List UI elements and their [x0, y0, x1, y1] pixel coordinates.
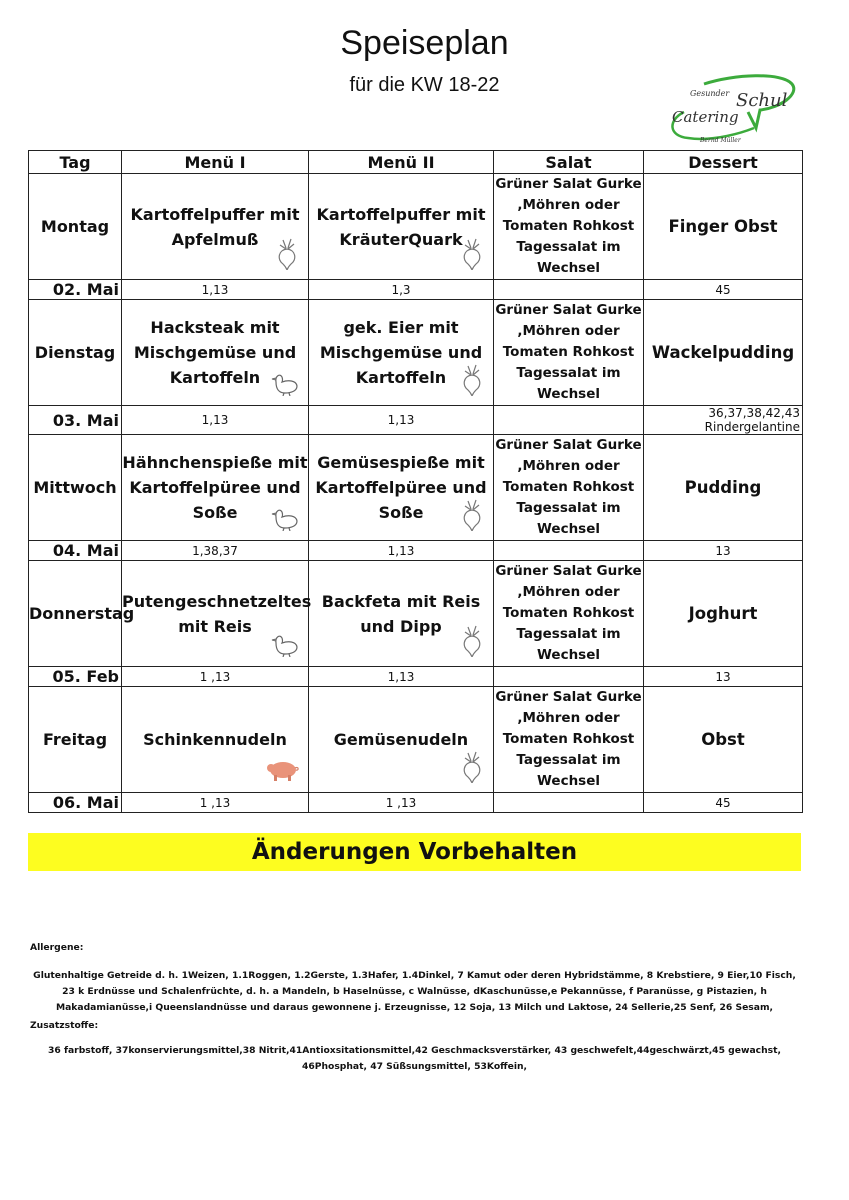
day-name: Dienstag [29, 300, 122, 406]
menu2-cell [309, 561, 494, 667]
dessert-allergens: 13 [644, 667, 803, 687]
header-menu2: Menü II [309, 151, 494, 174]
day-row [29, 435, 803, 541]
day-name: Mittwoch [29, 435, 122, 541]
dessert-allergens: 36,37,38,42,43 Rindergelantine [644, 406, 803, 435]
salad-allergens [494, 406, 644, 435]
page-subtitle: für die KW 18-22 [349, 74, 500, 96]
menu2-cell [309, 687, 494, 793]
menu2-dish: Backfeta mit Reis und Dipp [321, 591, 481, 636]
menu2-cell [309, 435, 494, 541]
logo-word-schul: Schul [736, 90, 788, 111]
date-row [29, 541, 803, 561]
day-name: Freitag [29, 687, 122, 793]
changes-banner: Änderungen Vorbehalten [28, 833, 801, 871]
menu1-allergens: 1,38,37 [122, 541, 309, 561]
header-menu1: Menü I [122, 151, 309, 174]
menu1-dish: Schinkennudeln [143, 730, 287, 749]
day-date: 06. Mai [29, 793, 122, 813]
radish-icon [459, 623, 485, 664]
day-row [29, 561, 803, 667]
menu2-allergens: 1,13 [309, 667, 494, 687]
menu1-cell [122, 174, 309, 280]
salad-allergens [494, 793, 644, 813]
salad-cell: Grüner Salat Gurke ,Möhren oder Tomaten Rohkost Tagessalat im Wechsel [494, 300, 644, 406]
day-date: 03. Mai [29, 406, 122, 435]
day-date: 05. Feb [29, 667, 122, 687]
menu2-cell [309, 174, 494, 280]
chicken-icon [270, 631, 300, 664]
header-tag: Tag [29, 151, 122, 174]
menu1-dish: Hähnchenspieße mit Kartoffelpüree und Soße [122, 453, 308, 522]
menu2-cell [309, 300, 494, 406]
chicken-icon [270, 505, 300, 538]
menu-table [28, 150, 803, 813]
menu2-dish: Kartoffelpuffer mit KräuterQuark [316, 204, 486, 249]
menu2-dish: Gemüsespieße mit Kartoffelpüree und Soße [315, 453, 487, 522]
salad-allergens [494, 541, 644, 561]
menu1-cell [122, 300, 309, 406]
menu1-allergens: 1,13 [122, 280, 309, 300]
day-name: Donnerstag [29, 561, 122, 667]
dessert-allergens: 45 [644, 793, 803, 813]
allergene-text: Glutenhaltige Getreide d. h. 1Weizen, 1.1Roggen, 1.2Gerste, 1.3Hafer, 1.4Dinkel, 7 Kamut oder deren Hybridstämme, 8 Krebstiere, 9 Eier,10 Fisch, 23 k Erdnüsse und Schalenfrüchte, d. h. a Mandeln, b Haselnüsse, c Walnüsse, dKaschunüsse,e Pekannüsse, f Paranüsse, g Pistazien, h Makadamianüsse,i Queenslandnüsse und daraus gewonnene j. Erzeugnisse, 12 Soja, 13 Milch und Laktose, 24 Sellerie,25 Senf, 26 Sesam, [33, 970, 796, 1013]
menu1-cell [122, 435, 309, 541]
salad-cell: Grüner Salat Gurke ,Möhren oder Tomaten Rohkost Tagessalat im Wechsel [494, 174, 644, 280]
menu2-allergens: 1,3 [309, 280, 494, 300]
menu1-allergens: 1 ,13 [122, 667, 309, 687]
header-dessert: Dessert [644, 151, 803, 174]
day-row [29, 300, 803, 406]
dessert-allergens: 13 [644, 541, 803, 561]
day-row [29, 174, 803, 280]
zusatzstoffe-text: 36 farbstoff, 37konservierungsmittel,38 Nitrit,41Antioxsitationsmittel,42 Geschmacksverstärker, 43 geschwefelt,44geschwärzt,45 gewachst, 46Phosphat, 47 Süßsungsmittel, 53Koffein, [47, 1045, 782, 1072]
salad-cell: Grüner Salat Gurke ,Möhren oder Tomaten Rohkost Tagessalat im Wechsel [494, 687, 644, 793]
dessert-cell: Pudding [644, 435, 803, 541]
menu1-cell [122, 561, 312, 667]
dessert-cell: Obst [644, 687, 803, 793]
dessert-cell: Finger Obst [644, 174, 803, 280]
salad-cell: Grüner Salat Gurke ,Möhren oder Tomaten Rohkost Tagessalat im Wechsel [494, 561, 644, 667]
salad-allergens [494, 280, 644, 300]
menu1-dish: Putengeschnetzeltes mit Reis [122, 591, 312, 636]
chicken-icon [270, 370, 300, 403]
dessert-cell: Joghurt [644, 561, 803, 667]
menu1-allergens: 1 ,13 [122, 793, 309, 813]
date-row [29, 667, 803, 687]
page-title: Speiseplan [340, 24, 509, 62]
radish-icon [459, 236, 485, 277]
date-row [29, 280, 803, 300]
menu2-dish: Gemüsenudeln [333, 730, 469, 749]
salad-cell: Grüner Salat Gurke ,Möhren oder Tomaten Rohkost Tagessalat im Wechsel [494, 435, 644, 541]
logo-word-catering: Catering [672, 108, 739, 126]
pig-icon [266, 757, 300, 790]
radish-icon [459, 362, 485, 403]
day-name: Montag [29, 174, 122, 280]
menu1-dish: Kartoffelpuffer mit Apfelmuß [130, 204, 300, 249]
header-salat: Salat [494, 151, 644, 174]
dessert-cell: Wackelpudding [644, 300, 803, 406]
salad-allergens [494, 667, 644, 687]
radish-icon [459, 749, 485, 790]
allergene-title: Allergene: [30, 942, 84, 953]
menu1-dish: Hacksteak mit Mischgemüse und Kartoffeln [133, 318, 297, 387]
menu2-allergens: 1 ,13 [309, 793, 494, 813]
menu1-allergens: 1,13 [122, 406, 309, 435]
day-date: 02. Mai [29, 280, 122, 300]
radish-icon [459, 497, 485, 538]
zusatzstoffe-title: Zusatzstoffe: [30, 1020, 99, 1031]
date-row [29, 793, 803, 813]
logo-bottom-text: Bernd Müller [700, 137, 741, 144]
menu2-dish: gek. Eier mit Mischgemüse und Kartoffeln [319, 318, 483, 387]
menu2-allergens: 1,13 [309, 541, 494, 561]
date-row [29, 406, 803, 435]
menu1-cell [122, 687, 309, 793]
radish-icon [274, 236, 300, 277]
dessert-allergens: 45 [644, 280, 803, 300]
day-row [29, 687, 803, 793]
logo-top-text: Gesunder [690, 89, 730, 98]
catering-logo [664, 72, 800, 150]
day-date: 04. Mai [29, 541, 122, 561]
menu2-allergens: 1,13 [309, 406, 494, 435]
